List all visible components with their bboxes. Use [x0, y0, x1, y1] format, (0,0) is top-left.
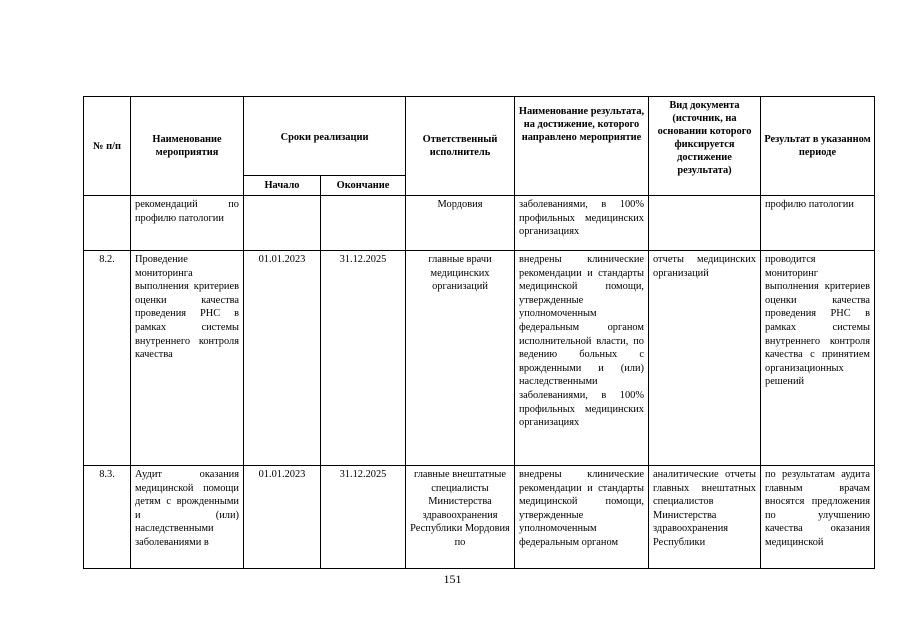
header-period: Сроки реализации	[244, 97, 406, 176]
row-result-name: заболеваниями, в 100% профильных медицинских организациях	[515, 196, 649, 251]
row-result: по результатам аудита главным врачам вносятся предложения по улучшению качества оказания медицинской	[761, 466, 875, 569]
table-row	[84, 196, 875, 251]
header-start: Начало	[244, 176, 321, 196]
row-end	[321, 196, 406, 251]
header-result-name: Наименование результата, на достижение, которого направлено мероприятие	[515, 97, 649, 196]
header-executor: Ответственный исполнитель	[406, 97, 515, 196]
row-num	[84, 196, 131, 251]
table-row	[84, 251, 875, 466]
row-event: Проведение мониторинга выполнения критериев оценки качества проведения РНС в рамках системы внутреннего контроля качества	[131, 251, 244, 466]
table-row	[84, 466, 875, 569]
measures-table	[83, 96, 875, 569]
row-result-name: внедрены клинические рекомендации и стандарты медицинской помощи, утвержденные уполномоченным федеральным органом	[515, 466, 649, 569]
row-end: 31.12.2025	[321, 466, 406, 569]
row-doc: аналитические отчеты главных внештатных специалистов Министерства здравоохранения Республики	[649, 466, 761, 569]
row-result: профилю патологии	[761, 196, 875, 251]
row-result-name: внедрены клинические рекомендации и стандарты медицинской помощи, утвержденные уполномоченным федеральным органом исполнительной власти, по ведению больных с врожденными и (или) наследственными заболеваниями, в 100% профильных медицинских организациях	[515, 251, 649, 466]
row-executor: Мордовия	[406, 196, 515, 251]
page-number: 151	[443, 572, 462, 586]
row-num: 8.3.	[84, 466, 131, 569]
header-row	[84, 97, 875, 176]
row-start: 01.01.2023	[244, 251, 321, 466]
header-event-name: Наименование мероприятия	[131, 97, 244, 196]
row-executor: главные внештатные специалисты Министерства здравоохранения Республики Мордовия по	[406, 466, 515, 569]
row-executor: главные врачи медицинских организаций	[406, 251, 515, 466]
row-end: 31.12.2025	[321, 251, 406, 466]
header-doc-type: Вид документа (источник, на основании которого фиксируется достижение результата)	[649, 97, 761, 196]
row-start: 01.01.2023	[244, 466, 321, 569]
row-doc	[649, 196, 761, 251]
row-start	[244, 196, 321, 251]
row-result: проводится мониторинг выполнения критериев оценки качества проведения РНС в рамках системы внутреннего контроля качества с принятием организационных решений	[761, 251, 875, 466]
row-event: рекомендаций по профилю патологии	[131, 196, 244, 251]
header-end: Окончание	[321, 176, 406, 196]
header-num: № п/п	[84, 97, 131, 196]
row-event: Аудит оказания медицинской помощи детям с врожденными и (или) наследственными заболеваниями в	[131, 466, 244, 569]
header-result-period: Результат в указанном периоде	[761, 97, 875, 196]
row-doc: отчеты медицинских организаций	[649, 251, 761, 466]
row-num: 8.2.	[84, 251, 131, 466]
